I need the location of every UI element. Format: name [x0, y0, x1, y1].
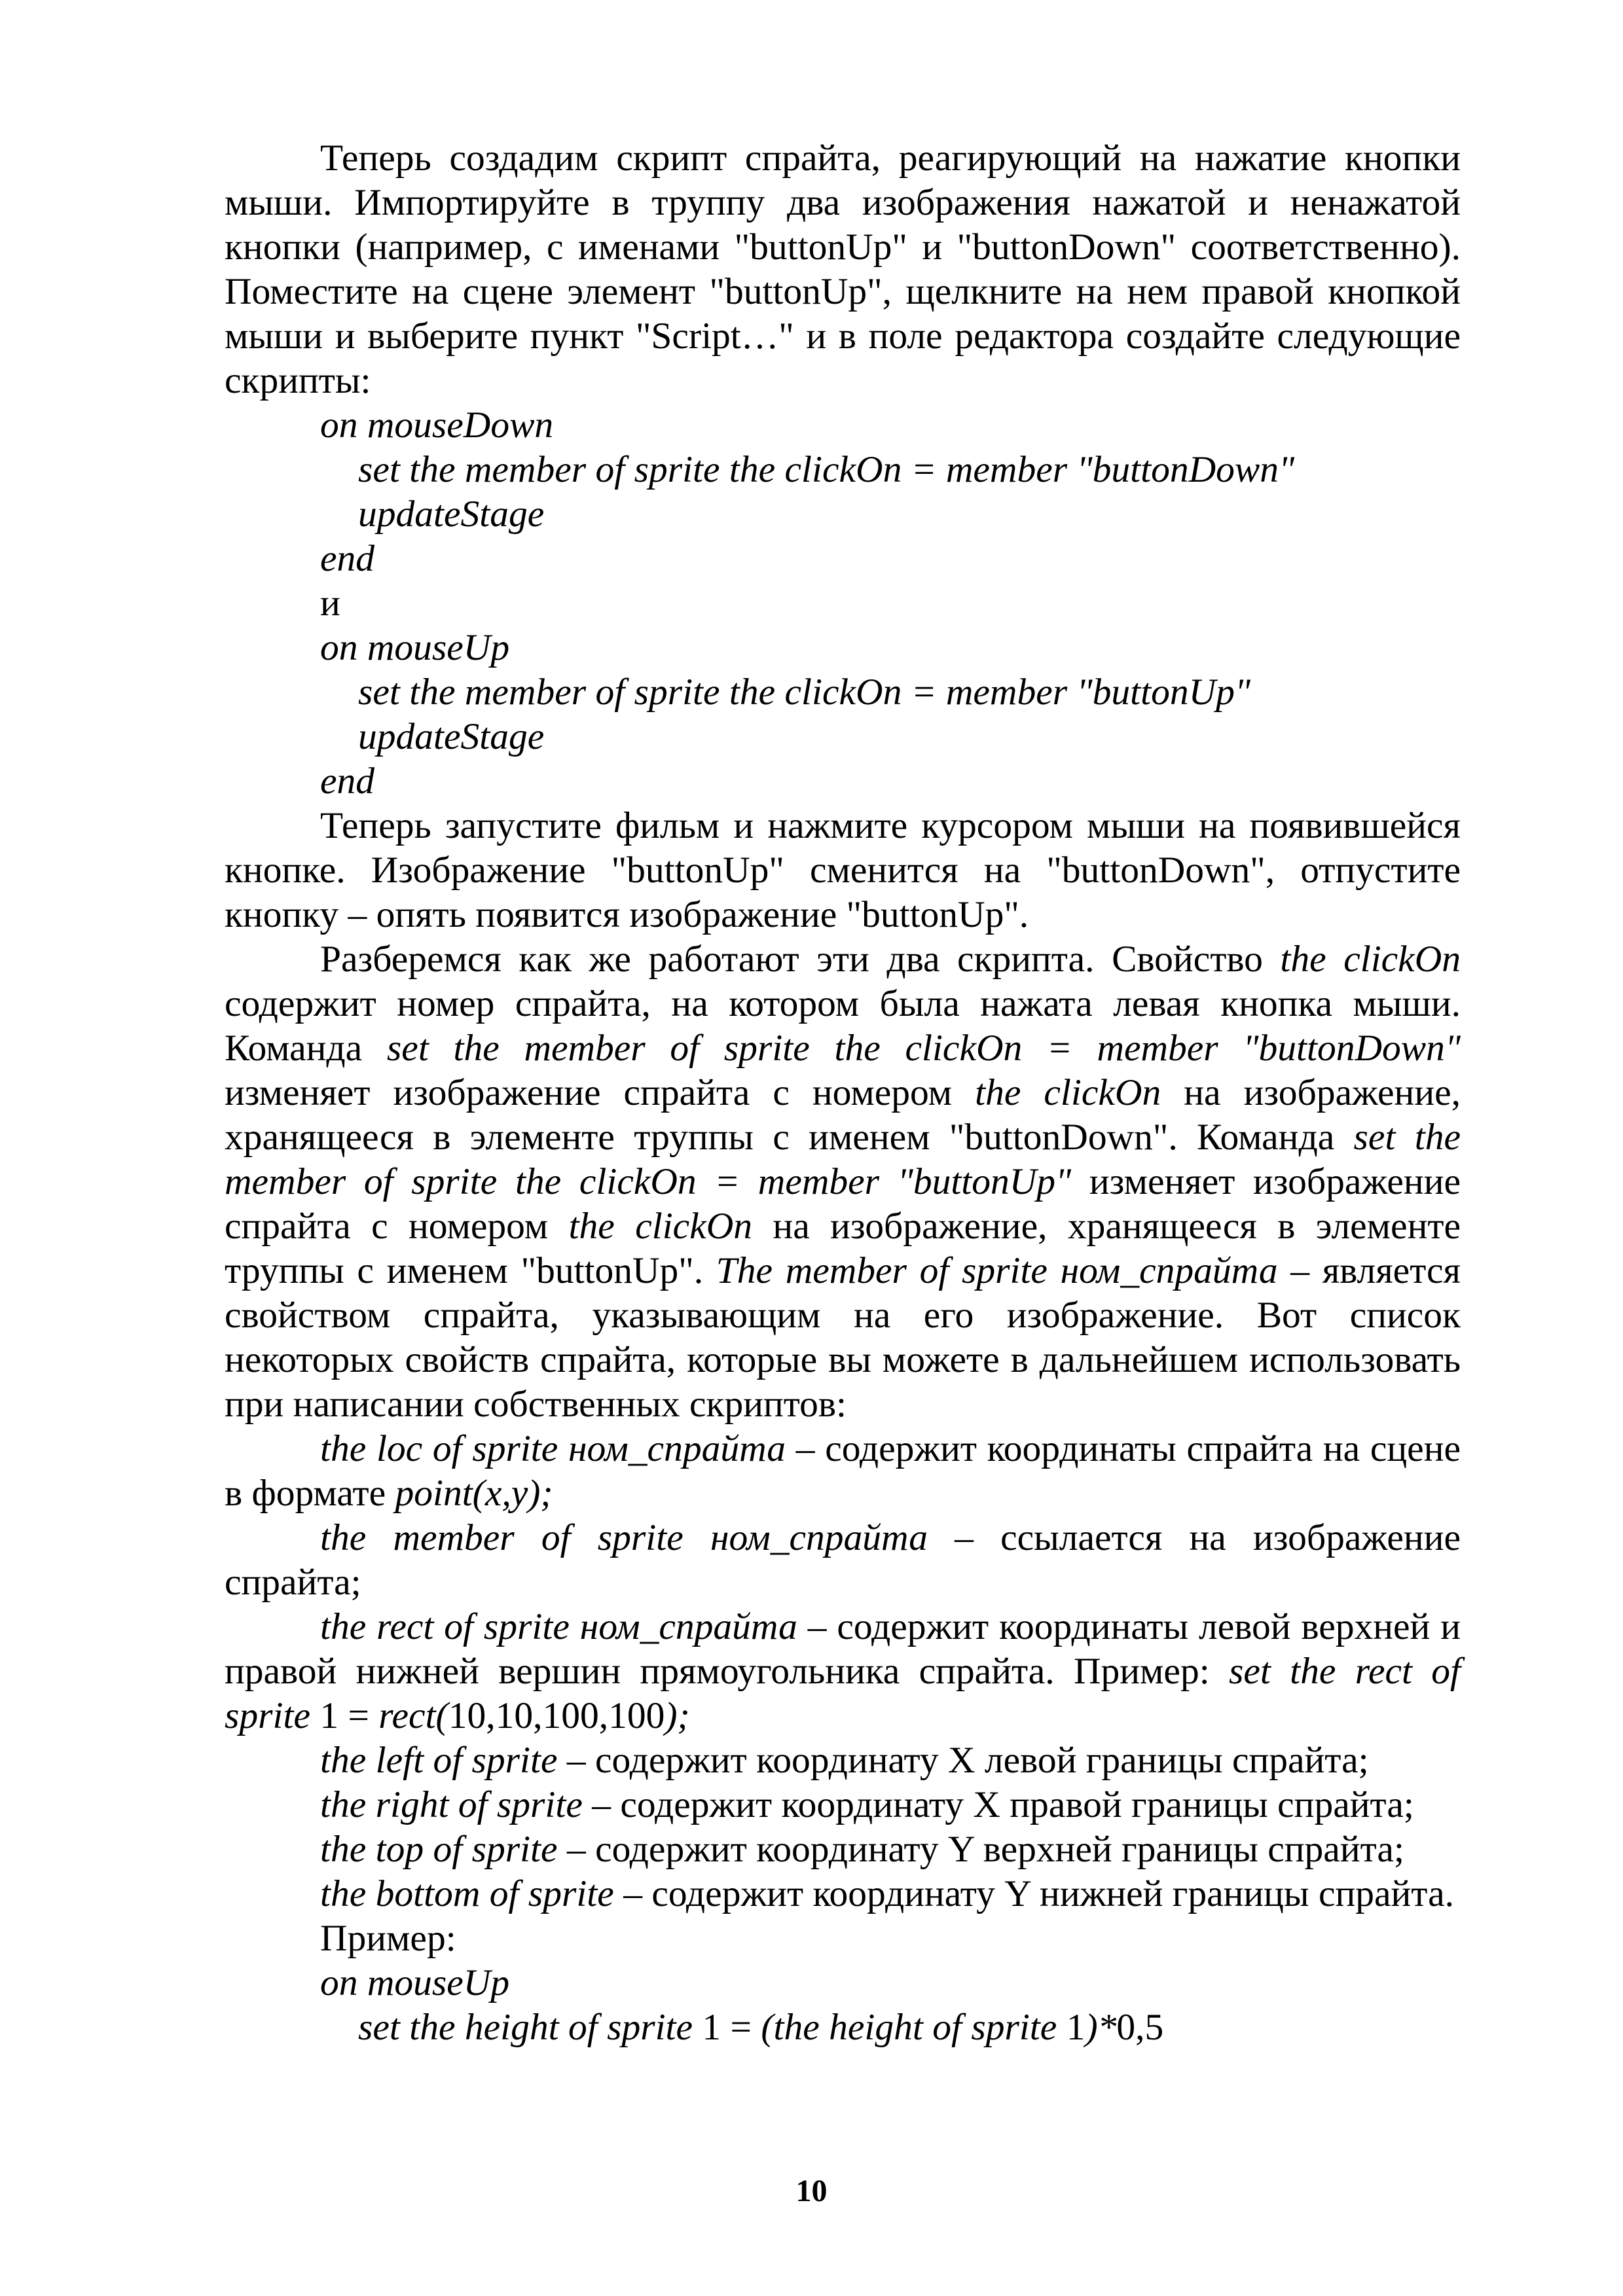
run-line-1: Теперь запустите фильм и нажмите курсором мыши на появившейся: [320, 805, 1461, 846]
code-term: );: [665, 1695, 690, 1736]
text-run: – содержит координату Y нижней границы спрайта.: [613, 1873, 1455, 1914]
code-term: the loc of sprite ном_спрайта: [320, 1428, 786, 1469]
property-rect: [225, 1605, 1461, 1738]
intro-line-3: кнопки (например, с именами "buttonUp" и "buttonDown" соответственно).: [225, 226, 1461, 268]
text-run: – содержит координату X правой границы спрайта;: [582, 1784, 1414, 1825]
property-member: [225, 1516, 1461, 1605]
code-line: end: [320, 538, 375, 579]
intro-line-6: скрипты:: [225, 360, 371, 401]
text-run: Разберемся как же работают эти два скрипта. Свойство: [320, 939, 1281, 980]
conjunction: и: [320, 583, 340, 624]
code-term: the clickOn: [975, 1072, 1161, 1113]
property-loc: [225, 1427, 1461, 1516]
code-term: )*: [1085, 2007, 1117, 2048]
code-term: set the member of sprite the clickOn = member "buttonUp": [225, 1117, 1461, 1202]
page-content: [225, 136, 1461, 2050]
code-term: The member of sprite ном_спрайта: [716, 1250, 1278, 1291]
text-run: – содержит координаты левой верхней и правой нижней вершин прямоугольника спрайта. Пример:: [225, 1606, 1461, 1692]
intro-line-1: Теперь создадим скрипт спрайта, реагирующий на нажатие кнопки: [320, 137, 1461, 179]
code-term: set the rect of sprite: [225, 1651, 1461, 1736]
code-line: set the member of sprite the clickOn = member "buttonDown": [358, 449, 1295, 490]
code-line-example: [225, 2005, 1461, 2050]
code-term: the bottom of sprite: [320, 1873, 614, 1914]
code-term: point(x,y);: [395, 1473, 553, 1514]
text-run: 10,10,100,100: [448, 1695, 665, 1736]
example-label: Пример:: [320, 1918, 456, 1959]
explanation-paragraph: [225, 937, 1461, 1427]
text-run: – содержит координату X левой границы спрайта;: [557, 1740, 1369, 1781]
text-run: – содержит координаты спрайта на сцене в формате: [225, 1428, 1461, 1514]
page-number: 10: [795, 2174, 828, 2208]
text-run: содержит номер спрайта, на котором была нажата левая кнопка мыши. Команда: [225, 983, 1461, 1069]
code-term: the member of sprite ном_спрайта: [320, 1517, 928, 1558]
text-run: – является свойством спрайта, указывающим на его изображение. Вот список некоторых свойств спрайта, которые вы можете в дальнейшем использовать при написании собственных скриптов:: [225, 1250, 1461, 1425]
code-term: the right of sprite: [320, 1784, 583, 1825]
code-line: on mouseUp: [320, 627, 510, 668]
text-run: на изображение, хранящееся в элементе труппы с именем "buttonUp".: [225, 1206, 1461, 1291]
code-term: the clickOn: [1280, 939, 1461, 980]
code-term: set the height of sprite: [358, 2007, 693, 2048]
intro-paragraph: [225, 136, 1461, 403]
property-right: [225, 1783, 1461, 1827]
property-top: [225, 1827, 1461, 1872]
run-line-2: кнопке. Изображение "buttonUp" сменится на "buttonDown", отпустите: [225, 850, 1461, 891]
code-line: end: [320, 761, 375, 802]
text-run: – ссылается на изображение спрайта;: [225, 1517, 1461, 1603]
code-line: updateStage: [358, 716, 545, 757]
text-run: 0,5: [1116, 2007, 1164, 2048]
text-run: 1: [1057, 2007, 1085, 2048]
intro-line-2: мыши. Импортируйте в труппу два изображения нажатой и ненажатой: [225, 182, 1461, 223]
run-paragraph: [225, 804, 1461, 937]
code-term: the clickOn: [568, 1206, 753, 1247]
code-term: rect(: [378, 1695, 448, 1736]
code-line: on mouseDown: [320, 404, 554, 446]
code-line: on mouseUp: [320, 1962, 510, 2003]
property-bottom: [225, 1872, 1461, 1916]
run-line-3: кнопку – опять появится изображение "buttonUp".: [225, 894, 1029, 935]
text-run: 1 =: [693, 2007, 761, 2048]
code-term: set the member of sprite the clickOn = member "buttonDown": [386, 1028, 1461, 1069]
text-run: изменяет изображение спрайта с номером: [225, 1072, 976, 1113]
code-term: the top of sprite: [320, 1829, 558, 1870]
code-term: the rect of sprite ном_спрайта: [320, 1606, 797, 1647]
code-line: updateStage: [358, 493, 545, 535]
text-run: 1 =: [310, 1695, 379, 1736]
text-run: изменяет изображение спрайта с номером: [225, 1161, 1461, 1247]
intro-line-4: Поместите на сцене элемент "buttonUp", щелкните на нем правой кнопкой: [225, 271, 1461, 312]
text-run: – содержит координату Y верхней границы спрайта;: [557, 1829, 1404, 1870]
intro-line-5: мыши и выберите пункт "Script…" и в поле редактора создайте следующие: [225, 315, 1461, 357]
property-left: [225, 1738, 1461, 1783]
code-term: (the height of sprite: [761, 2007, 1057, 2048]
code-line: set the member of sprite the clickOn = member "buttonUp": [358, 672, 1250, 713]
text-run: на изображение, хранящееся в элементе труппы с именем "buttonDown". Команда: [225, 1072, 1461, 1158]
code-term: the left of sprite: [320, 1740, 558, 1781]
